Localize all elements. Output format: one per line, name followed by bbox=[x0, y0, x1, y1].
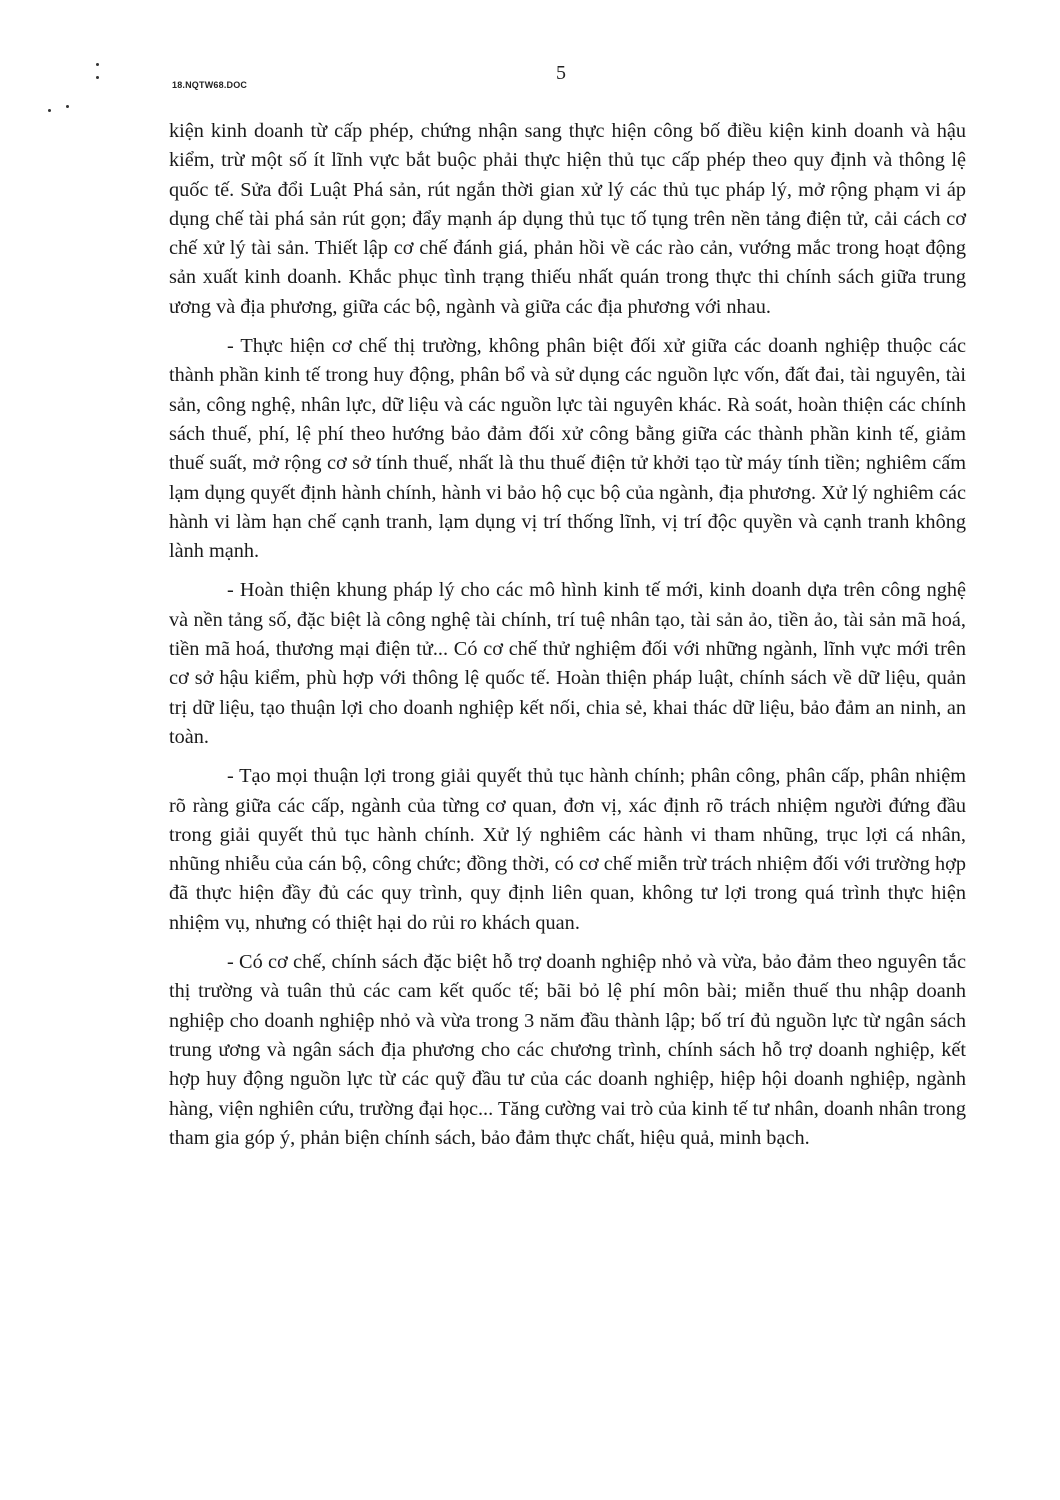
paragraph-market-mechanism: - Thực hiện cơ chế thị trường, không phân biệt đối xử giữa các doanh nghiệp thuộc các thành phần kinh tế trong huy động, phân bổ và sử dụng các nguồn lực vốn, đất đai, tài nguyên, tài sản, công nghệ, nhân lực, dữ liệu và các nguồn lực tài nguyên khác. Rà soát, hoàn thiện các chính sách thuế, phí, lệ phí theo hướng bảo đảm đối xử công bằng giữa các thành phần kinh tế, giảm thuế suất, mở rộng cơ sở tính thuế, nhất là thu thuế điện tử khởi tạo từ máy tính tiền; nghiêm cấm lạm dụng quyết định hành chính, hành vi bảo hộ cục bộ của ngành, địa phương. Xử lý nghiêm các hành vi làm hạn chế cạnh tranh, lạm dụng vị trí thống lĩnh, vị trí độc quyền và cạnh tranh không lành mạnh. bbox=[169, 335, 966, 563]
scan-mark bbox=[96, 76, 99, 79]
page-number: 5 bbox=[556, 62, 566, 84]
document-body bbox=[169, 117, 966, 1163]
scan-mark bbox=[96, 63, 99, 66]
paragraph-legal-framework: - Hoàn thiện khung pháp lý cho các mô hình kinh tế mới, kinh doanh dựa trên công nghệ và nền tảng số, đặc biệt là công nghệ tài chính, trí tuệ nhân tạo, tài sản ảo, tiền ảo, tài sản mã hoá, tiền mã hoá, thương mại điện tử... Có cơ chế thử nghiệm đối với những ngành, lĩnh vực mới trên cơ sở hậu kiểm, phù hợp với thông lệ quốc tế. Hoàn thiện pháp luật, chính sách về dữ liệu, quản trị dữ liệu, tạo thuận lợi cho doanh nghiệp kết nối, chia sẻ, khai thác dữ liệu, bảo đảm an ninh, an toàn. bbox=[169, 579, 966, 748]
paragraph-sme-support: - Có cơ chế, chính sách đặc biệt hỗ trợ doanh nghiệp nhỏ và vừa, bảo đảm theo nguyên tắc thị trường và tuân thủ các cam kết quốc tế; bãi bỏ lệ phí môn bài; miễn thuế thu nhập doanh nghiệp cho doanh nghiệp nhỏ và vừa trong 3 năm đầu thành lập; bố trí đủ nguồn lực từ ngân sách trung ương và ngân sách địa phương cho các chương trình, chính sách hỗ trợ doanh nghiệp, kết hợp huy động nguồn lực từ các quỹ đầu tư của các doanh nghiệp, hiệp hội doanh nghiệp, ngành hàng, viện nghiên cứu, trường đại học... Tăng cường vai trò của kinh tế tư nhân, doanh nhân trong tham gia góp ý, phản biện chính sách, bảo đảm thực chất, hiệu quả, minh bạch. bbox=[169, 951, 966, 1149]
scan-mark bbox=[66, 105, 69, 108]
paragraph-continuation: kiện kinh doanh từ cấp phép, chứng nhận sang thực hiện công bố điều kiện kinh doanh và hậu kiểm, trừ một số ít lĩnh vực bắt buộc phải thực hiện thủ tục cấp phép theo quy định và thông lệ quốc tế. Sửa đổi Luật Phá sản, rút ngắn thời gian xử lý các thủ tục pháp lý, mở rộng phạm vi áp dụng chế tài phá sản rút gọn; đẩy mạnh áp dụng thủ tục tố tụng trên nền tảng điện tử, cải cách cơ chế xử lý tài sản. Thiết lập cơ chế đánh giá, phản hồi về các rào cản, vướng mắc trong hoạt động sản xuất kinh doanh. Khắc phục tình trạng thiếu nhất quán trong thực thi chính sách giữa trung ương và địa phương, giữa các bộ, ngành và giữa các địa phương với nhau. bbox=[169, 120, 966, 318]
document-file-id: 18.NQTW68.DOC bbox=[172, 80, 248, 90]
paragraph-administrative-procedures: - Tạo mọi thuận lợi trong giải quyết thủ tục hành chính; phân công, phân cấp, phân nhiệm rõ ràng giữa các cấp, ngành của từng cơ quan, đơn vị, xác định rõ trách nhiệm người đứng đầu trong giải quyết thủ tục hành chính. Xử lý nghiêm các hành vi tham nhũng, trục lợi cá nhân, nhũng nhiễu của cán bộ, công chức; đồng thời, có cơ chế miễn trừ trách nhiệm đối với trường hợp đã thực hiện đầy đủ các quy trình, quy định liên quan, không tư lợi trong quá trình thực hiện nhiệm vụ, nhưng có thiệt hại do rủi ro khách quan. bbox=[169, 765, 966, 934]
scan-mark bbox=[48, 109, 51, 112]
